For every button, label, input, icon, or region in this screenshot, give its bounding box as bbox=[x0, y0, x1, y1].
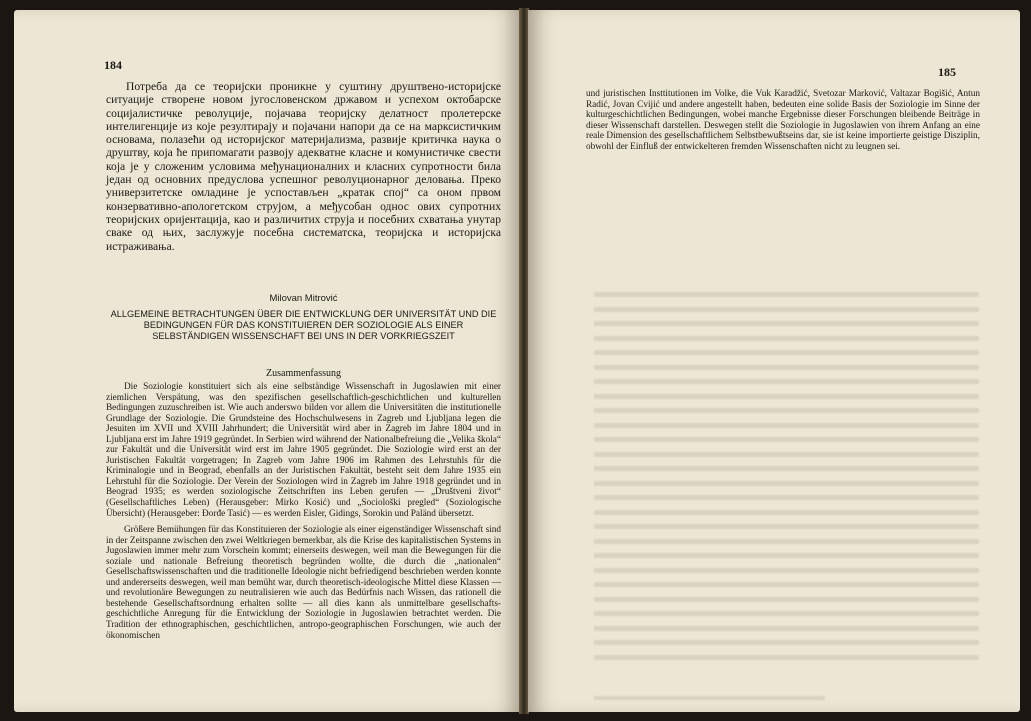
show-through-line bbox=[594, 452, 979, 457]
page-number-left: 184 bbox=[104, 58, 122, 72]
show-through-line bbox=[594, 510, 979, 515]
show-through-line bbox=[594, 655, 979, 660]
show-through-text bbox=[594, 186, 979, 686]
show-through-line bbox=[594, 437, 979, 442]
show-through-line bbox=[594, 611, 979, 616]
show-through-line bbox=[594, 394, 979, 399]
show-through-line bbox=[594, 626, 979, 631]
summary-paragraph-1: Die Soziologie konstituiert sich als eine selbständige Wissenschaft in Jugoslawien mit einer ziemlichen Verspätung, was den spezifischen gesellschaftlich-geschichtlichen und kulturellen Bedingungen zuzuschreiben ist. Wie auch anderswo bilden vor allem die Universitäten die institutionelle Grundlage der Soziologie. Die Grundsteine des Hochschulwesens in Zagreb und Ljubljana legen die Jesuiten im XVII und XVIII Jahrhundert; die Universität wird aber in Zagreb im Jahre 1804 und in Ljubljana erst im Jahre 1919 gegründet. In Serbien wird während der Nationalbefreiung die „Velika škola“ zur Fakultät und die Universität wird erst im Jahre 1905 gegründet. Die Soziologie wird erst an der Juristischen Fakultät vorgetragen; In Zagreb vom Jahre 1906 im Rahmen des Lehrstuhls für die Kriminalogie und in Beograd, ebenfalls an der Juristischen Fakultät, besteht seit dem Jahre 1935 ein Lehrstuhl für die Soziologie. Der Verein der Soziologen wird in Zagreb im Jahre 1918 gegründet und in Beograd 1935; es werden soziologische Zeitschriften ins Leben gerufen — „Društveni život“ (Gesellschaftliches Leben) (Herausgeber: Mirko Kosić) und „Sociološki pregled“ (Soziologische Übersicht) (Herausgeber: Đorđe Tasić) — es werden Eisler, Gidings, Sorokin und Paländ übersetzt. bbox=[106, 382, 501, 519]
show-through-line bbox=[594, 481, 979, 486]
show-through-line bbox=[594, 379, 979, 384]
show-through-line bbox=[594, 524, 979, 529]
show-through-line bbox=[594, 495, 979, 500]
show-through-line bbox=[594, 539, 979, 544]
show-through-line bbox=[594, 466, 979, 471]
show-through-line bbox=[594, 568, 979, 573]
left-page bbox=[14, 10, 520, 712]
show-through-line bbox=[594, 365, 979, 370]
continuation-text-block bbox=[586, 89, 980, 152]
show-through-line bbox=[594, 292, 979, 297]
show-through-line bbox=[594, 408, 979, 413]
show-through-line bbox=[594, 307, 979, 312]
serbian-text-block bbox=[106, 80, 501, 253]
show-through-line bbox=[594, 321, 979, 326]
serbian-paragraph: Потреба да се теоријски проникне у суштину друштвено-историјске ситуације створене новом југословенском државом и успехом октобарске социјалистичке револуције, појачава теоријску делатност пролетерске интелигенције из које резултирају и појачани напори да се на марксистичким основама, полазећи од историјског материјализма, развије критичка наука о друштву, која ће припомагати развоју адекватне класне и комунистичке свести која је у сложеним условима међунационалних и класних супротности била један од основних предуслова успешног револуционарног деловања. Преко универзитетске омладине је успостављен „кратак спој“ са оном првом конзервативно-апологетском струјом, а међусобан однос ових супротних теоријских оријентација, као и различитих струја и посебних схватања унутар сваке од њих, заслужује посебна систематска, теоријска и историјска истраживања. bbox=[106, 80, 501, 253]
right-page bbox=[528, 10, 1020, 712]
show-through-line bbox=[594, 582, 979, 587]
continuation-paragraph: und juristischen Insttitutionen im Volke, die Vuk Karadžić, Svetozar Marković, Valtazar Bogišić, Antun Radić, Jovan Cvijić und andere angestellt haben, bedeuten eine solide Basis der Soziologie im Sinne der kulturgeschichtlichen Bedingungen, wobei manche Ergebnisse dieser Forschungen bleibende Beiträge in dieser Wissenschaft darstellen. Deswegen stellt die Soziologie in Jugoslawien von ihrem Anfang an eine reale Dimension des gesellschaftlichem Selbstbewußtseins dar, sie ist keine importierte geistige Disziplin, obwohl der Einfluß der entwickelteren fremden Wissenschaften nicht zu leugnen sei. bbox=[586, 89, 980, 152]
summary-heading: Zusammenfassung bbox=[266, 368, 341, 379]
show-through-line bbox=[594, 553, 979, 558]
page-number-right: 185 bbox=[938, 65, 956, 79]
summary-paragraph-2: Größere Bemühungen für das Konstituieren der Soziologie als einer eigenständiger Wissenschaft sind in der Zeitspanne zwischen den zwei Weltkriegen bemerkbar, als die Krise des kapitalistischen Systems in Jugoslawien immer mehr zum Vorschein kommt; einerseits deswegen, weil man die Bewegungen für die soziale und nationale Befreiung theoretisch begründen wollte, die durch die „nationalen“ Gesellschaftswissenschaften und die traditionelle Ideologie nicht befriedigend beschrieben werden konnte und andererseits deswegen, weil man bemüht war, durch theoretisch-ideologische Mittel diese Klassen — und revolutionäre Bewegungen zu neutralisieren wie auch das Bedürfnis nach Wissen, das rationell die bestehende Gesellschaftsordnung erhalten sollte — all dies kann als unmittelbare gesellschafts-geschichtliche Anregung für die Entwicklung der Soziologie in Jugoslawien betrachtet werden. Die Tradition der ethnographischen, geschichtlichen, antropo-geographischen Forschungen, wie auch der ökonomischen bbox=[106, 525, 501, 641]
author-name: Milovan Mitrović bbox=[269, 293, 338, 304]
summary-text-block bbox=[106, 382, 501, 641]
show-through-heading bbox=[594, 232, 979, 266]
show-through-line bbox=[594, 640, 979, 645]
show-through-line bbox=[594, 423, 979, 428]
show-through-footnote bbox=[594, 696, 825, 700]
show-through-line bbox=[594, 350, 979, 355]
show-through-line bbox=[594, 336, 979, 341]
article-title: ALLGEMEINE BETRACHTUNGEN ÜBER DIE ENTWICKLUNG DER UNIVERSITÄT UND DIE BEDINGUNGEN FÜR DAS KONSTITUIEREN DER SOZIOLOGIE ALS EINER SELBSTÄNDIGEN WISSENSCHAFT BEI UNS IN DER VORKRIEGSZEIT bbox=[110, 309, 497, 342]
show-through-line bbox=[594, 597, 979, 602]
